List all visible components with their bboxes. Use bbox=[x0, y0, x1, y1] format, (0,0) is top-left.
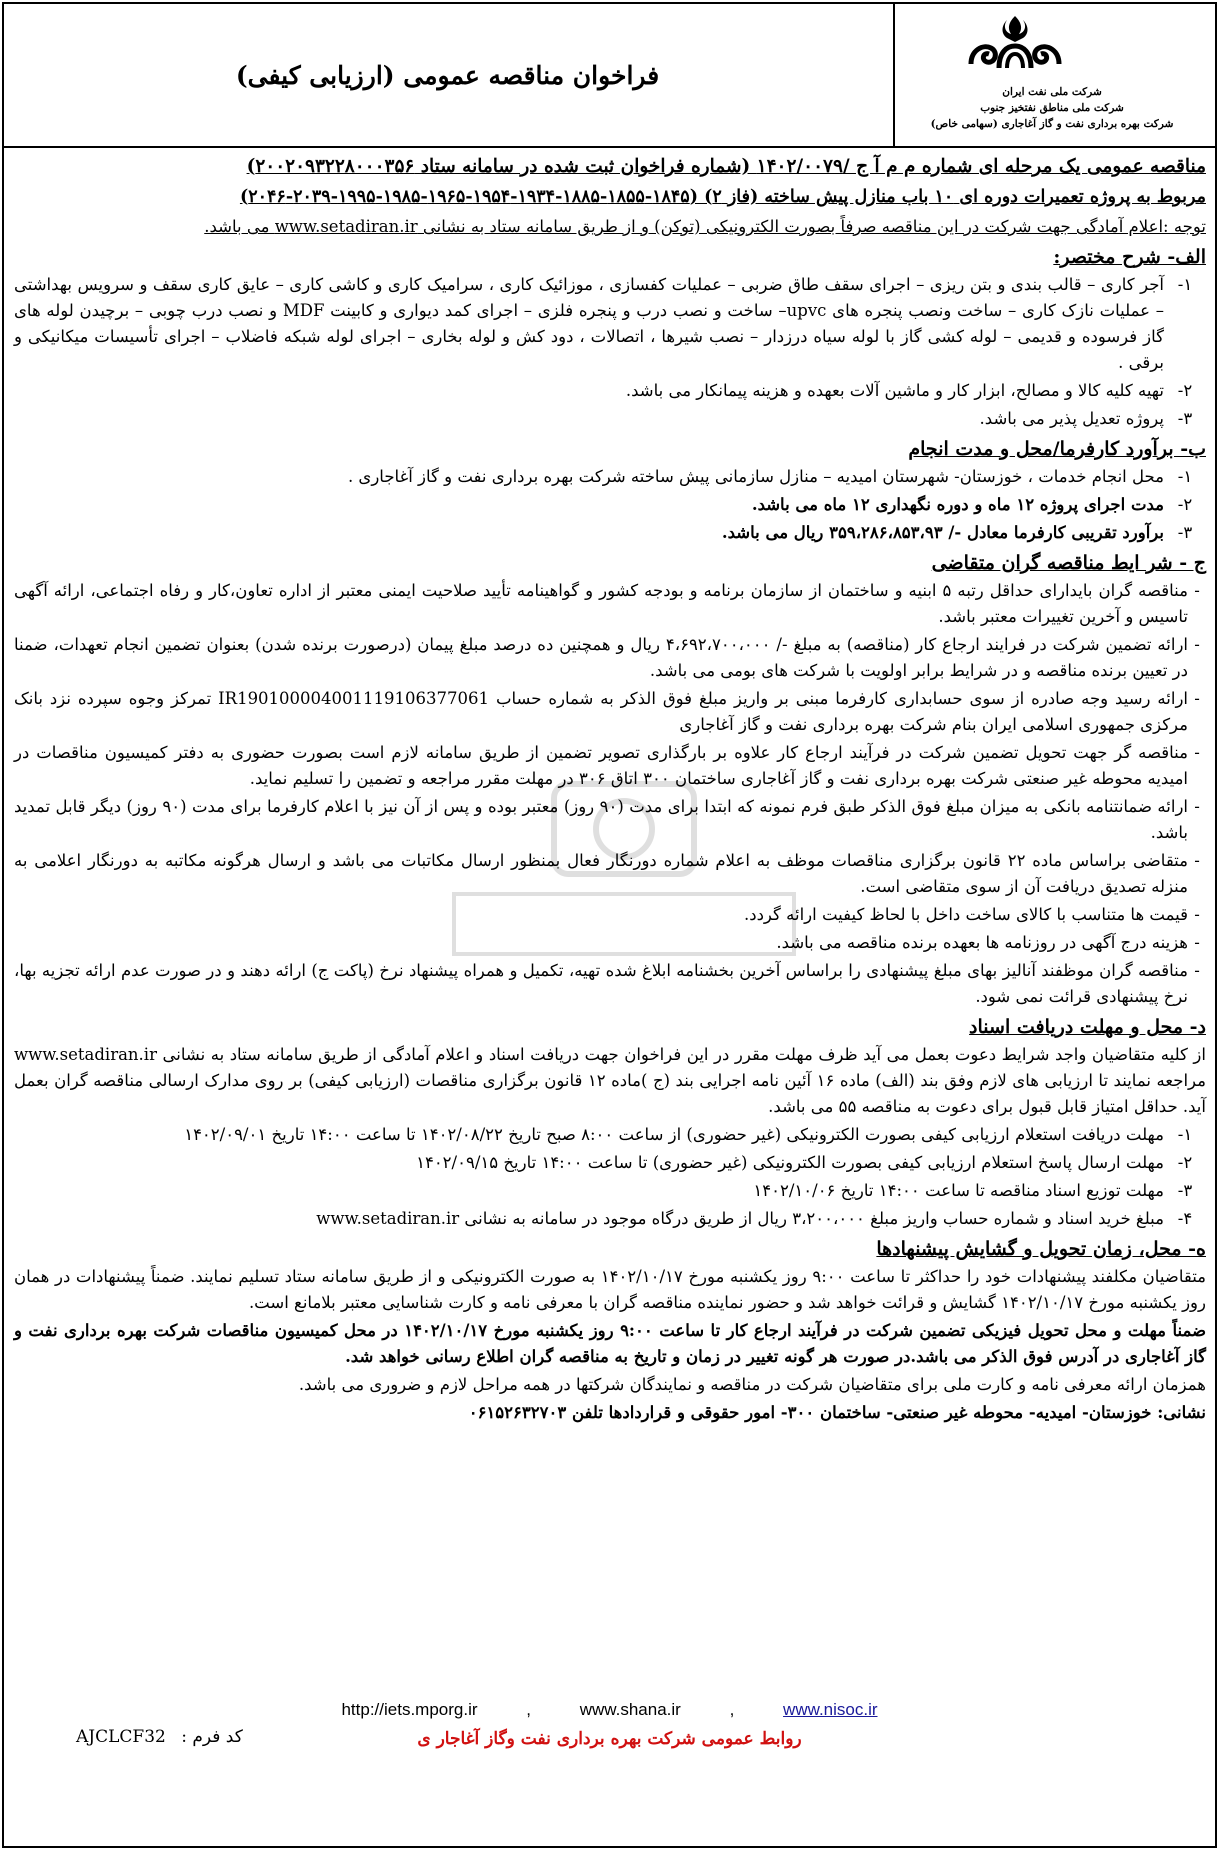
dash-mark: - bbox=[1194, 581, 1200, 600]
org-block bbox=[893, 4, 1215, 146]
section-c-list bbox=[14, 578, 1206, 1010]
list-item bbox=[14, 464, 1206, 490]
section-a-title: الف- شرح مختصر: bbox=[1053, 246, 1206, 268]
section-e-paragraph-2: ضمناً مهلت و محل تحویل فیزیکی تضمین شرکت در فرآیند ارجاع کار تا ساعت ۹:۰۰ روز یکشنبه مورخ ۱۴۰۲/۱۰/۱۷ در محل کمیسیون مناقصات شرکت بهره برداری نفت و گاز آغاجاری در آدرس فوق الذکر می باشد.در صورت هر گونه تغییر در زمان و تاریخ به مناقصه گران اطلاع رسانی خواهد شد. bbox=[14, 1321, 1206, 1366]
list-item bbox=[14, 740, 1206, 792]
item-text: برآورد تقریبی کارفرما معادل -/ ۳۵۹،۲۸۶،۸۵۳،۹۳ ریال می باشد. bbox=[721, 523, 1164, 542]
notice-title: فراخوان مناقصه عمومی (ارزیابی کیفی) bbox=[235, 60, 660, 90]
item-text: مناقصه گران موظفند آنالیز بهای مبلغ پیشنهادی را براساس آخرین بخشنامه ابلاغ شده تهیه، تکمیل و همراه پیشنهاد نرخ (پاکت ج) ارائه دهند و در صورت عدم ارائه تجزیه بها، نرخ پیشنهادی قرائت نمی شود. bbox=[14, 961, 1188, 1006]
contact-address: نشانی: خوزستان- امیدیه- محوطه غیر صنعتی- ساختمان ۳۰۰- امور حقوقی و قراردادها تلفن ۰۶۱۵۲۶۳۲۷۰۳ bbox=[468, 1403, 1206, 1422]
link-separator: , bbox=[526, 1700, 531, 1719]
org-names bbox=[897, 84, 1207, 132]
item-text: قیمت ها متناسب با کالای ساخت داخل با لحاظ کیفیت ارائه گردد. bbox=[743, 905, 1188, 924]
nisoc-link[interactable]: www.nisoc.ir bbox=[783, 1700, 878, 1719]
dash-mark: - bbox=[1194, 797, 1200, 816]
item-text: مدت اجرای پروژه ۱۲ ماه و دوره نگهداری ۱۲ ماه می باشد. bbox=[751, 495, 1164, 514]
list-item bbox=[14, 1178, 1206, 1204]
list-item bbox=[14, 958, 1206, 1010]
dash-mark: - bbox=[1194, 851, 1200, 870]
item-text: هزینه درج آگهی در روزنامه ها بعهده برنده مناقصه می باشد. bbox=[776, 933, 1188, 952]
item-text: ارائه تضمین شرکت در فرایند ارجاع کار (مناقصه) به مبلغ -/ ۴،۶۹۲،۷۰۰،۰۰۰ ریال و همچنین ده درصد مبلغ پیمان (درصورت برنده شدن) بعنوان تضمین انجام تعهدات، ضمنا در تعیین برنده مناقصه و در شرایط برابر اولویت با شرکت های بومی می باشد. bbox=[14, 635, 1188, 680]
dash-mark: - bbox=[1194, 743, 1200, 762]
iets-link[interactable]: http://iets.mporg.ir bbox=[341, 1700, 478, 1719]
list-item bbox=[14, 1122, 1206, 1148]
item-text: مهلت ارسال پاسخ استعلام ارزیابی کیفی بصورت الکترونیکی (غیر حضوری) تا ساعت ۱۴:۰۰ تاریخ ۱۴۰۲/۰۹/۱۵ bbox=[416, 1153, 1164, 1172]
item-text: مهلت توزیع اسناد مناقصه تا ساعت ۱۴:۰۰ تاریخ ۱۴۰۲/۱۰/۰۶ bbox=[753, 1181, 1164, 1200]
public-relations-signature: روابط عمومی شرکت بهره برداری نفت وگاز آغاجار ی bbox=[417, 1729, 802, 1749]
list-item bbox=[14, 406, 1206, 432]
tender-number-title: مناقصه عمومی یک مرحله ای شماره م م آ ج /۱۴۰۲/۰۰۷۹ (شماره فراخوان ثبت شده در سامانه ستاد ۲۰۰۲۰۹۳۲۲۸۰۰۰۳۵۶) bbox=[246, 156, 1206, 177]
item-number: ۱- bbox=[1177, 467, 1193, 486]
dash-mark: - bbox=[1194, 905, 1200, 924]
dash-mark: - bbox=[1194, 933, 1200, 952]
org-line-3: شرکت بهره برداری نفت و گاز آغاجاری (سهامی خاص) bbox=[930, 118, 1174, 130]
item-text: پروژه تعدیل پذیر می باشد. bbox=[979, 409, 1164, 428]
list-item bbox=[14, 930, 1206, 956]
list-item bbox=[14, 794, 1206, 846]
item-text: محل انجام خدمات ، خوزستان- شهرستان امیدیه – منازل سازمانی پیش ساخته شرکت بهره برداری نفت و گاز آغاجاری . bbox=[347, 467, 1164, 486]
item-text: آجر کاری – قالب بندی و بتن ریزی – اجرای سقف طاق ضربی – عملیات کفسازی ، موزائیک کاری ، سرامیک کاری و کاشی کاری – عایق کاری سقف و سرویس بهداشتی – عملیات نازک کاری – ساخت ونصب پنجره های upvc– ساخت و نصب درب و پنجره فلزی – اجرای کمد دیواری و کابینت MDF و نصب درب چوبی – برچیدن لوله های گاز فرسوده و قدیمی – لوله کشی گاز با لوله سیاه درزدار – نصب شیرها ، اتصالات ، دود کش و لوله بخاری – اجرای لوله شبکه فاضلاب – اجرای تأسیسات میکانیکی و برقی . bbox=[14, 275, 1164, 372]
list-item bbox=[14, 272, 1206, 376]
item-text: ارائه رسید وجه صادره از سوی حسابداری کارفرما مبنی بر واریز مبلغ فوق الذکر به شماره حساب IR190100004001119106377061 تمرکز وجوه سپرده نزد بانک مرکزی جمهوری اسلامی ایران بنام شرکت بهره برداری نفت و گاز آغاجاری bbox=[14, 689, 1188, 734]
footer-links bbox=[4, 1700, 1215, 1720]
section-b-title: ب- برآورد کارفرما/محل و مدت انجام bbox=[908, 438, 1206, 460]
list-item bbox=[14, 378, 1206, 404]
project-title: مربوط به پروژه تعمیرات دوره ای ۱۰ باب منازل پیش ساخته (فاز ۲) (۱۸۴۵-۱۸۵۵-۱۸۸۵-۱۹۳۴-۱۹۵۴-۱۹۶۵-۱۹۸۵-۱۹۹۵-۲۰۳۹-۲۰۴۶) bbox=[239, 187, 1206, 207]
notice-frame bbox=[2, 2, 1217, 1848]
item-text: متقاضی براساس ماده ۲۲ قانون برگزاری مناقصات موظف به اعلام شماره دورنگار فعال بمنظور ارسال مکاتبات می باشد و ارسال هرگونه مکاتبه به دورنگار اعلامی به منزله تصدیق دریافت آن از سوی متقاضی است. bbox=[14, 851, 1188, 896]
form-code-label: کد فرم : bbox=[181, 1727, 243, 1747]
item-number: ۳- bbox=[1177, 523, 1193, 542]
item-text: تهیه کلیه کالا و مصالح، ابزار کار و ماشین آلات بعهده و هزینه پیمانکار می باشد. bbox=[625, 381, 1164, 400]
item-number: ۲- bbox=[1177, 495, 1193, 514]
item-number: ۱- bbox=[1177, 1125, 1193, 1144]
item-text: ارائه ضمانتنامه بانکی به میزان مبلغ فوق الذکر طبق فرم نمونه که ابتدا برای مدت (۹۰ روز) معتبر بوده و پس از آن نیز با اعلام کارفرما برای مدت (۹۰ روز) دیگر قابل تمدید باشد. bbox=[14, 797, 1189, 842]
section-e-paragraph-3: همزمان ارائه معرفی نامه و کارت ملی برای متقاضیان شرکت در مناقصه و نمایندگان شرکتها در همه مراحل لازم و ضروری می باشد. bbox=[298, 1375, 1206, 1394]
section-d-intro: از کلیه متقاضیان واجد شرایط دعوت بعمل می آید ظرف مهلت مقرر در این فراخوان جهت دریافت اسناد و اعلام آمادگی از طریق سامانه ستاد به نشانی www.setadiran.ir مراجعه نمایند تا ارزیابی های لازم وفق بند (الف) ماده ۱۶ آئین نامه اجرایی بند (ج )ماده ۱۲ قانون برگزاری مناقصات (ارزیابی کیفی) بر روی مدارک ارسالی مناقصه گران بعمل آید. حداقل امتیاز قابل قبول برای دعوت به مناقصه ۵۵ می باشد. bbox=[14, 1045, 1206, 1116]
link-separator: , bbox=[729, 1700, 735, 1719]
section-a-list bbox=[14, 272, 1206, 432]
list-item bbox=[14, 848, 1206, 900]
item-number: ۲- bbox=[1177, 381, 1193, 400]
form-code-value: AJCLCF32 bbox=[76, 1727, 166, 1747]
org-line-1: شرکت ملی نفت ایران bbox=[1002, 86, 1102, 98]
item-number: ۳- bbox=[1177, 409, 1193, 428]
list-item bbox=[14, 520, 1206, 546]
item-text: مناقصه گران بایدارای حداقل رتبه ۵ ابنیه و ساختمان از سازمان برنامه و بودجه کشور و گواهینامه تأیید صلاحیت ایمنی معتبر از اداره تعاون،کار و رفاه اجتماعی، ارائه آگهی تاسیس و آخرین تغییرات معتبر باشد. bbox=[14, 581, 1188, 626]
shana-link[interactable]: www.shana.ir bbox=[579, 1700, 681, 1719]
item-text: مهلت دریافت استعلام ارزیابی کیفی بصورت الکترونیکی (غیر حضوری) از ساعت ۸:۰۰ صبح تاریخ ۱۴۰۲/۰۸/۲۲ تا ساعت ۱۴:۰۰ تاریخ ۱۴۰۲/۰۹/۰۱ bbox=[184, 1125, 1164, 1144]
section-d-title: د- محل و مهلت دریافت اسناد bbox=[969, 1016, 1206, 1038]
list-item bbox=[14, 492, 1206, 518]
section-d-list bbox=[14, 1122, 1206, 1232]
list-item bbox=[14, 1206, 1206, 1232]
item-number: ۴- bbox=[1177, 1209, 1193, 1228]
list-item bbox=[14, 902, 1206, 928]
item-text: مبلغ خرید اسناد و شماره حساب واریز مبلغ ۳،۲۰۰،۰۰۰ ریال از طریق درگاه موجود در سامانه به نشانی www.setadiran.ir bbox=[316, 1209, 1164, 1228]
dash-mark: - bbox=[1194, 961, 1200, 980]
list-item bbox=[14, 1150, 1206, 1176]
header bbox=[4, 4, 1215, 148]
section-e-paragraph-1: متقاضیان مکلفند پیشنهادات خود را حداکثر تا ساعت ۹:۰۰ روز یکشنبه مورخ ۱۴۰۲/۱۰/۱۷ به صورت الکترونیکی و از طریق سامانه ستاد تسلیم نمایند. ضمناً پیشنهادات در همان روز یکشنبه مورخ ۱۴۰۲/۱۰/۱۷ گشایش و قرائت خواهد شد و حضور نماینده مناقصه گران با معرفی نامه و کارت شناسایی معتبر بلامانع است. bbox=[14, 1267, 1207, 1312]
item-text: مناقصه گر جهت تحویل تضمین شرکت در فرآیند ارجاع کار علاوه بر بارگذاری تصویر تضمین از طریق سامانه لازم است بصورت حضوری به دفتر کمیسیون مناقصات در امیدیه محوطه غیر صنعتی شرکت بهره برداری نفت و گاز آغاجاری ساختمان ۳۰۰ اتاق ۳۰۶ در مهلت مقرر مراجعه و تضمین را تسلیم نماید. bbox=[14, 743, 1188, 788]
notice-body bbox=[14, 152, 1206, 1428]
item-number: ۱- bbox=[1177, 275, 1193, 294]
item-number: ۳- bbox=[1177, 1181, 1193, 1200]
form-code bbox=[76, 1727, 243, 1747]
list-item bbox=[14, 632, 1206, 684]
list-item bbox=[14, 578, 1206, 630]
dash-mark: - bbox=[1194, 635, 1200, 654]
section-b-list bbox=[14, 464, 1206, 546]
list-item bbox=[14, 686, 1206, 738]
dash-mark: - bbox=[1194, 689, 1200, 708]
electronic-note: توجه :اعلام آمادگی جهت شرکت در این مناقصه صرفاً بصورت الکترونیکی (توکن) و از طریق سامانه ستاد به نشانی www.setadiran.ir می باشد. bbox=[204, 217, 1206, 236]
section-e-title: ه- محل، زمان تحویل و گشایش پیشنهادها bbox=[876, 1238, 1206, 1260]
section-c-title: ج - شر ایط مناقصه گران متقاضی bbox=[931, 552, 1206, 574]
nioc-logo bbox=[965, 12, 1065, 74]
item-number: ۲- bbox=[1177, 1153, 1193, 1172]
org-line-2: شرکت ملی مناطق نفتخیز جنوب bbox=[980, 102, 1124, 114]
